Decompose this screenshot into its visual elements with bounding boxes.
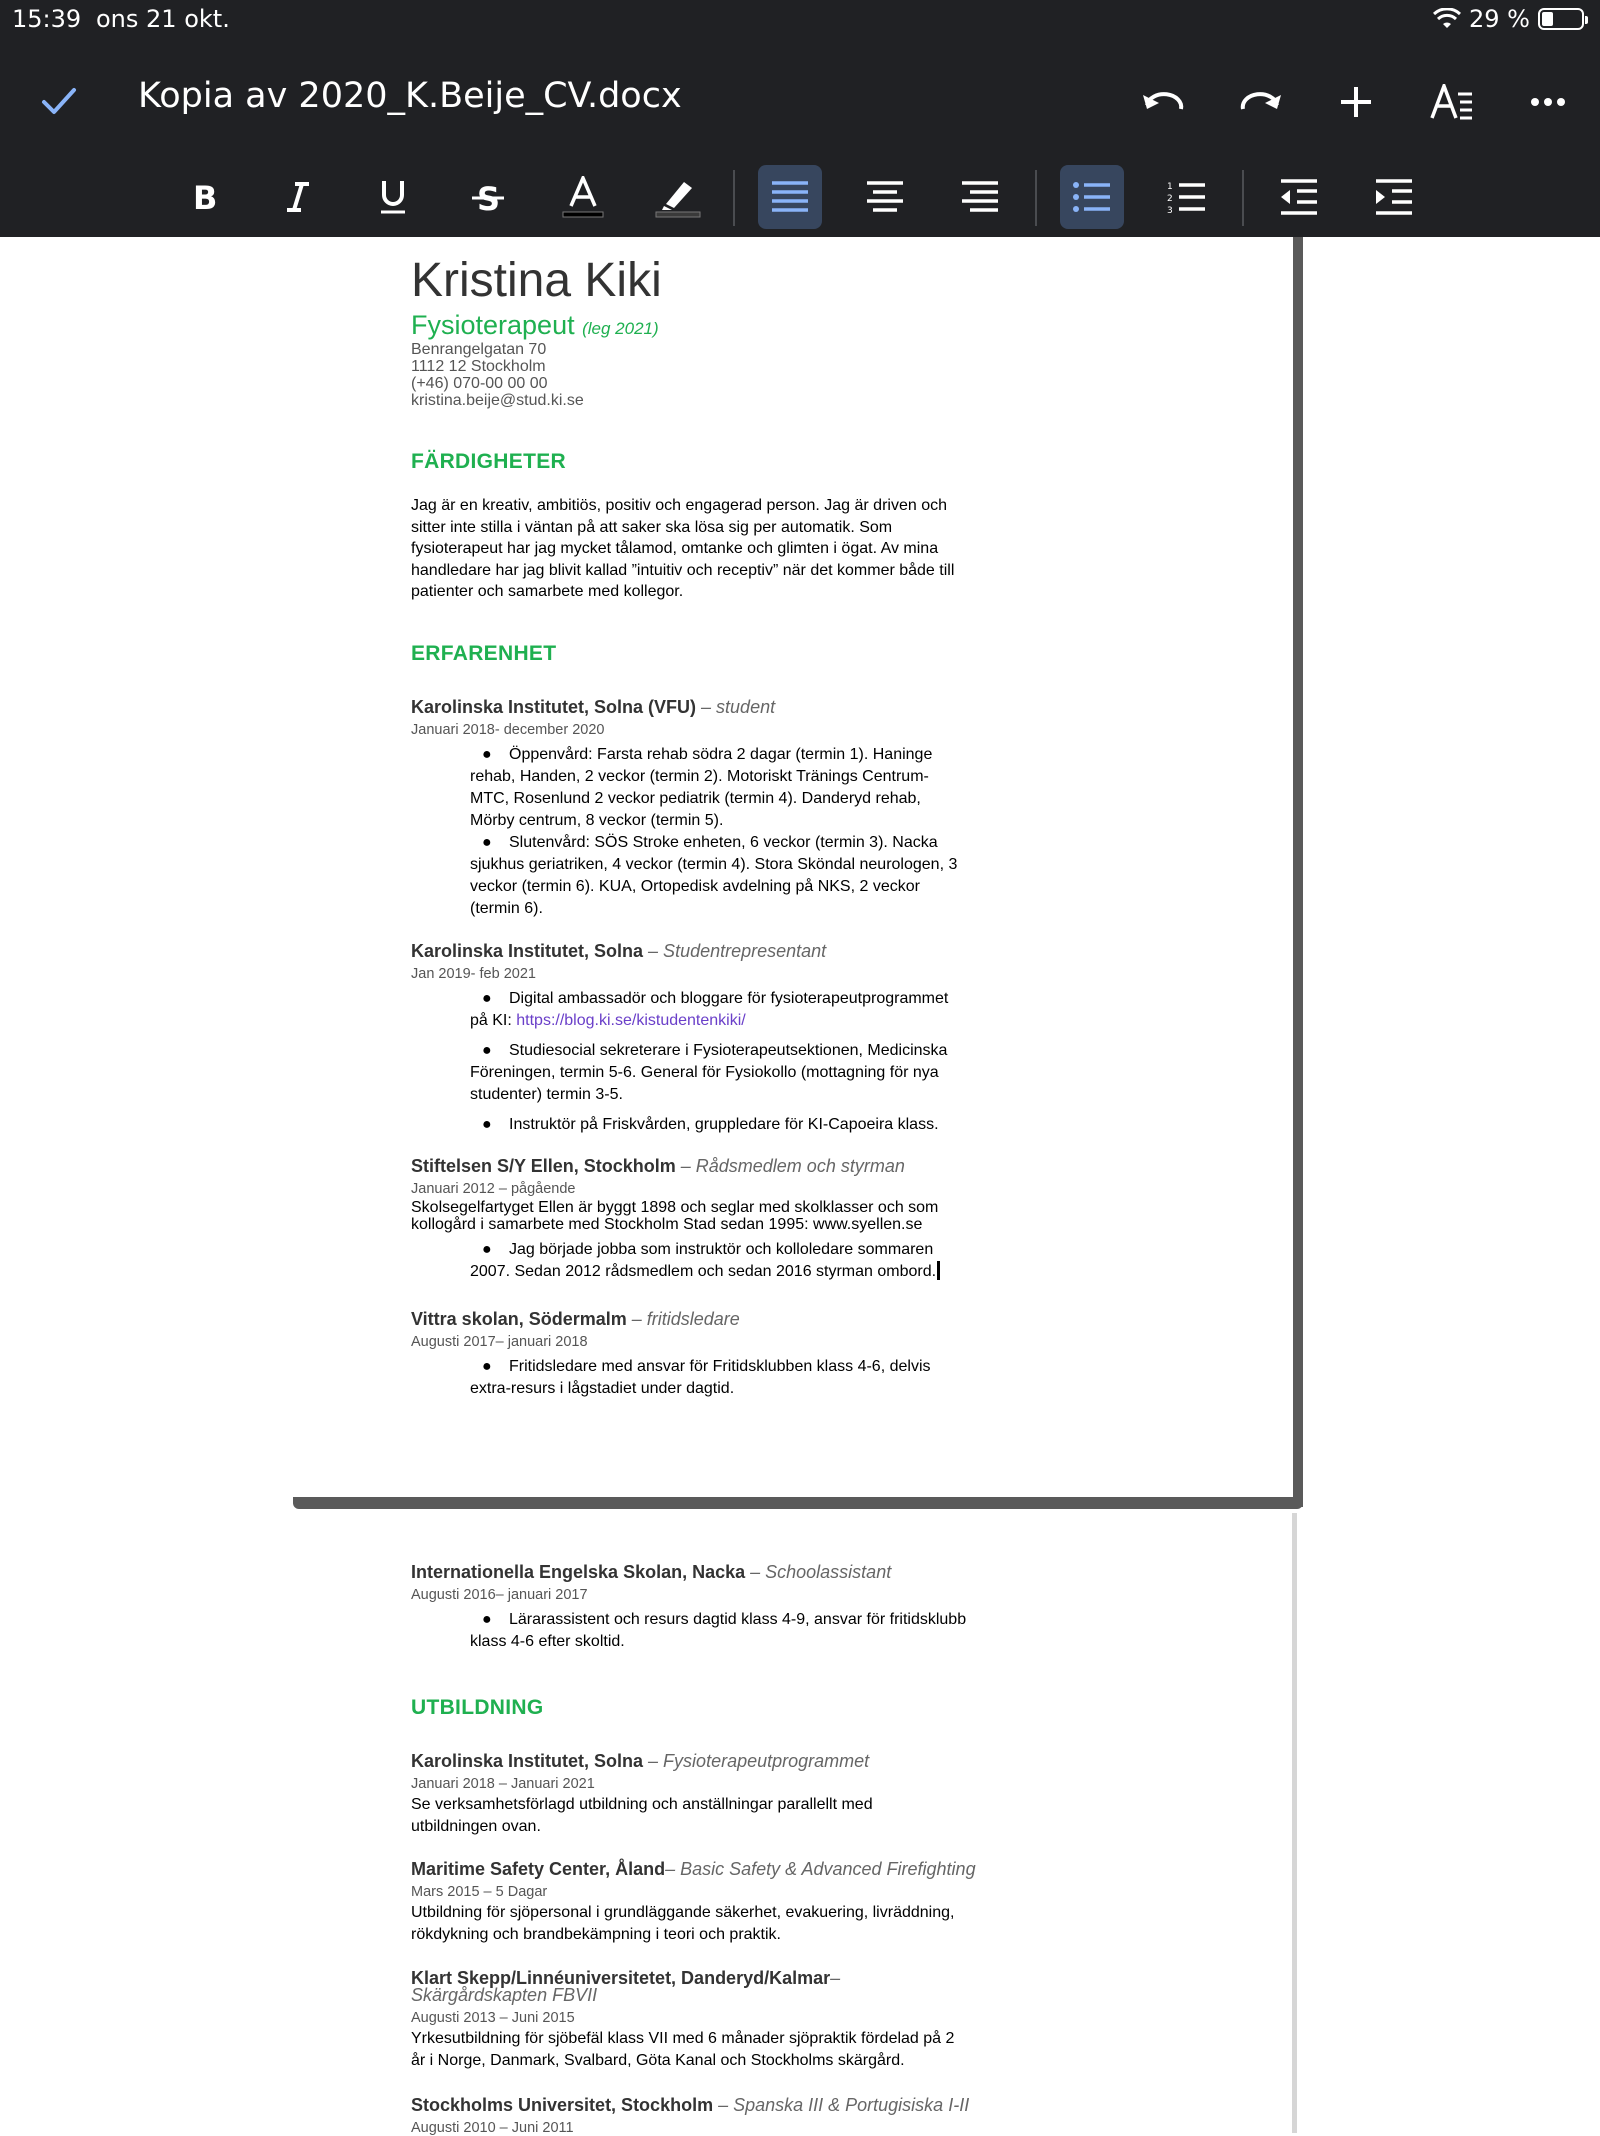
cv-name: Kristina Kiki [411, 254, 662, 307]
program-name: – Spanska III & Portugisiska I-II [713, 2095, 970, 2115]
text-line: (termin 6). [470, 900, 543, 917]
job-org: Karolinska Institutet, Solna [411, 941, 644, 961]
bullet-dot: ● [482, 1611, 492, 1628]
text-line: klass 4-6 efter skoltid. [470, 1633, 625, 1650]
text-line: patienter och samarbete med kollegor. [411, 583, 684, 600]
svg-text:1: 1 [1167, 182, 1173, 192]
text-line: rehab, Handen, 2 veckor (termin 2). Motoriskt Tränings Centrum- [470, 768, 929, 785]
school-name: Karolinska Institutet, Solna [411, 1751, 644, 1771]
text-line: MTC, Rosenlund 2 veckor pediatrik (termin 4). Danderyd rehab, [470, 790, 921, 807]
bold-button[interactable] [172, 165, 236, 229]
job-heading [411, 941, 1041, 962]
undo-icon [1141, 87, 1187, 117]
job-entry [411, 1562, 1041, 1653]
text-color-button[interactable] [551, 165, 615, 229]
education-entry [411, 1968, 1041, 2071]
increase-indent-button[interactable] [1362, 165, 1426, 229]
education-date: Augusti 2013 – Juni 2015 [411, 2010, 575, 2026]
bullet-dot: ● [482, 1042, 492, 1059]
list-item [411, 1356, 1041, 1400]
contact-block [411, 341, 1041, 409]
education-description [411, 1902, 1041, 1945]
job-heading [411, 1309, 1041, 1330]
bullet-dot: ● [482, 1241, 492, 1258]
job-org: Internationella Engelska Skolan, Nacka [411, 1562, 746, 1582]
text-fragment: på KI: [470, 1012, 517, 1029]
job-heading [411, 1562, 1041, 1583]
education-description [411, 1794, 1041, 1837]
align-center-icon [865, 180, 905, 214]
text-line: fysioterapeut har jag mycket tålamod, omtanke och glimten i ögat. Av mina [411, 540, 939, 557]
text-line: utbildningen ovan. [411, 1817, 541, 1835]
program-name: Skärgårdskapten FBVII [411, 1985, 598, 2005]
svg-text:B: B [193, 181, 218, 213]
contact-address: Benrangelgatan 70 [411, 340, 547, 358]
bullet-dot: ● [482, 990, 492, 1007]
profession-note: (leg 2021) [582, 319, 659, 338]
more-horizontal-icon [1530, 97, 1566, 107]
text-format-button[interactable] [1422, 72, 1482, 132]
decrease-indent-button[interactable] [1267, 165, 1331, 229]
job-date: Jan 2019- feb 2021 [411, 966, 536, 982]
status-right [1433, 5, 1584, 33]
list-item [411, 832, 1041, 920]
bulleted-list-button[interactable] [1060, 165, 1124, 229]
toolbar-separator [1035, 170, 1037, 226]
svg-text:S: S [477, 180, 501, 215]
text-line: Jag är en kreativ, ambitiös, positiv och engagerad person. Jag är driven och [411, 497, 947, 514]
text-line: studenter) termin 3-5. [470, 1086, 623, 1103]
job-heading [411, 697, 1041, 718]
format-toolbar [0, 160, 1600, 237]
education-heading [411, 1859, 1041, 1880]
program-name: – Basic Safety & Advanced Firefighting [665, 1859, 976, 1879]
text-cursor [937, 1261, 940, 1280]
list-item [411, 744, 1041, 832]
education-date: Augusti 2010 – Juni 2011 [411, 2120, 574, 2136]
numbered-list-button[interactable] [1155, 165, 1219, 229]
job-role: – student [696, 697, 776, 717]
text-fragment: 2007. Sedan 2012 rådsmedlem och sedan 2016 styrman ombord. [470, 1263, 937, 1280]
italic-icon [283, 181, 313, 213]
program-name: – Fysioterapeutprogrammet [643, 1751, 870, 1771]
text-line [470, 1010, 1041, 1032]
text-line: Mörby centrum, 8 veckor (termin 5). [470, 812, 724, 829]
text-line: Utbildning för sjöpersonal i grundläggande säkerhet, evakuering, livräddning, [411, 1904, 955, 1921]
education-date: Mars 2015 – 5 Dagar [411, 1884, 548, 1900]
job-role: – fritidsledare [626, 1309, 740, 1329]
bold-icon [189, 181, 219, 213]
page-break-shadow [293, 1497, 1303, 1509]
align-left-icon [770, 180, 810, 214]
contact-email: kristina.beije@stud.ki.se [411, 391, 584, 409]
more-options-button[interactable] [1518, 72, 1578, 132]
job-entry [411, 941, 1041, 1136]
page-edge [1292, 1513, 1297, 2133]
job-date: Augusti 2017– januari 2018 [411, 1334, 588, 1350]
align-right-icon [960, 180, 1000, 214]
list-item [411, 1239, 1041, 1283]
battery-percent: 29 % [1469, 5, 1530, 33]
numbered-list-icon [1167, 180, 1207, 214]
strikethrough-icon [470, 179, 506, 215]
text-line: Fritidsledare med ansvar för Fritidsklubben klass 4-6, delvis [509, 1358, 931, 1375]
battery-fill [1542, 12, 1553, 26]
bullet-dot: ● [482, 746, 492, 763]
text-line [470, 1261, 1041, 1283]
job-date: Januari 2012 – pågående [411, 1181, 576, 1197]
toolbar-separator [733, 170, 735, 226]
text-line: sjukhus geriatriken, 4 veckor (termin 4). Stora Sköndal neurologen, 3 [470, 856, 958, 873]
text-line: kollogård i samarbete med Stockholm Stad sedan 1995: www.syellen.se [411, 1216, 923, 1233]
bullet-dot: ● [482, 834, 492, 851]
toolbar-separator [1242, 170, 1244, 226]
underline-button[interactable] [361, 165, 425, 229]
list-item [411, 1114, 1041, 1136]
bullet-dot: ● [482, 1358, 492, 1375]
align-center-button[interactable] [853, 165, 917, 229]
status-bar [0, 0, 1600, 40]
list-item [411, 1040, 1041, 1106]
date: ons 21 okt. [96, 5, 230, 33]
cv-header [411, 254, 1041, 409]
profession-title: Fysioterapeut [411, 310, 575, 340]
svg-text:2: 2 [1167, 194, 1173, 204]
job-entry [411, 697, 1041, 920]
section-skills: FÄRDIGHETER [411, 450, 566, 473]
text-line: Digital ambassadör och bloggare för fysioterapeutprogrammet [509, 990, 949, 1007]
text-line: Föreningen, termin 5-6. General för Fysiokollo (mottagning för nya [470, 1064, 939, 1081]
school-name: Stockholms Universitet, Stockholm [411, 2095, 714, 2115]
redo-icon [1237, 87, 1283, 117]
plus-icon [1339, 85, 1373, 119]
education-entry [411, 1751, 1041, 1837]
job-entry [411, 1156, 1041, 1283]
job-entry [411, 1309, 1041, 1400]
document-title[interactable]: Kopia av 2020_K.Beije_CV.docx [138, 76, 682, 116]
strikethrough-button[interactable] [456, 165, 520, 229]
increase-indent-icon [1374, 178, 1414, 216]
bulleted-list-icon [1072, 180, 1112, 214]
text-line: sitter inte stilla i väntan på att saker ska lösa sig per automatik. Som [411, 518, 893, 536]
highlighter-icon [654, 176, 702, 218]
align-left-button[interactable] [758, 165, 822, 229]
text-line: Studiesocial sekreterare i Fysioterapeutsektionen, Medicinska [509, 1042, 948, 1059]
school-name: Maritime Safety Center, Åland [411, 1859, 666, 1879]
document-canvas[interactable] [0, 237, 1600, 2136]
text-line: veckor (termin 6). KUA, Ortopedisk avdelning på NKS, 2 veckor [470, 878, 920, 895]
job-role: – Schoolassistant [745, 1562, 892, 1582]
list-item [411, 988, 1041, 1032]
italic-button[interactable] [266, 165, 330, 229]
undo-button[interactable] [1134, 72, 1194, 132]
education-entry [411, 2095, 1041, 2136]
job-date: Januari 2018- december 2020 [411, 722, 605, 738]
education-description [411, 2028, 1041, 2071]
contact-phone: (+46) 070-00 00 00 [411, 374, 548, 392]
cv-profession [411, 311, 1041, 341]
contact-city: 1112 12 Stockholm [411, 357, 546, 375]
text-line: Slutenvård: SÖS Stroke enheten, 6 veckor (termin 3). Nacka [509, 834, 938, 851]
job-role: – Rådsmedlem och styrman [675, 1156, 905, 1176]
school-name: Klart Skepp/Linnéuniversitetet, Danderyd/Kalmar [411, 1968, 831, 1988]
insert-button[interactable] [1326, 72, 1386, 132]
text-line: extra-resurs i lågstadiet under dagtid. [470, 1380, 735, 1397]
title-actions [1134, 72, 1578, 132]
text-line: Öppenvård: Farsta rehab södra 2 dagar (termin 1). Haninge [509, 746, 933, 763]
text-line: Se verksamhetsförlagd utbildning och anställningar parallellt med [411, 1796, 873, 1813]
program-name: – [830, 1968, 841, 1988]
redo-button[interactable] [1230, 72, 1290, 132]
job-description [411, 1199, 1041, 1233]
job-heading [411, 1156, 1041, 1177]
title-bar [0, 40, 1600, 160]
text-color-icon [561, 176, 605, 218]
clock: 15:39 [12, 5, 82, 33]
list-item [411, 1609, 1041, 1653]
text-line: Lärarassistent och resurs dagtid klass 4-9, ansvar för fritidsklubb [509, 1611, 967, 1628]
decrease-indent-icon [1279, 178, 1319, 216]
text-line: handledare har jag blivit kallad ”intuitiv och receptiv” när det kommer både till [411, 561, 955, 579]
text-line: Instruktör på Friskvården, gruppledare för KI-Capoeira klass. [509, 1116, 939, 1133]
align-right-button[interactable] [948, 165, 1012, 229]
job-org: Stiftelsen S/Y Ellen, Stockholm [411, 1156, 676, 1176]
job-org: Karolinska Institutet, Solna (VFU) [411, 697, 697, 717]
underline-icon [378, 179, 408, 215]
wifi-icon [1433, 8, 1461, 30]
text-line: rökdykning och brandbekämpning i teori och praktik. [411, 1925, 781, 1943]
text-line: Skolsegelfartyget Ellen är byggt 1898 och seglar med skolklasser och som [411, 1199, 939, 1216]
education-entry [411, 1859, 1041, 1945]
text-line: Yrkesutbildning för sjöbefäl klass VII med 6 månader sjöpraktik fördelad på 2 [411, 2030, 955, 2047]
text-line: Jag började jobba som instruktör och kolloledare sommaren [509, 1241, 934, 1258]
svg-text:3: 3 [1167, 206, 1173, 214]
battery-icon [1538, 8, 1584, 30]
job-org: Vittra skolan, Södermalm [411, 1309, 627, 1329]
highlight-color-button[interactable] [646, 165, 710, 229]
done-check-icon[interactable] [36, 78, 82, 124]
section-experience: ERFARENHET [411, 642, 557, 665]
text-format-icon [1430, 84, 1474, 120]
education-date: Januari 2018 – Januari 2021 [411, 1776, 595, 1792]
text-line: år i Norge, Danmark, Svalbard, Göta Kanal och Stockholms skärgård. [411, 2051, 905, 2069]
education-heading [411, 1751, 1041, 1772]
education-heading [411, 2095, 1041, 2116]
blog-link[interactable]: https://blog.ki.se/kistudentenkiki/ [516, 1012, 746, 1029]
job-date: Augusti 2016– januari 2017 [411, 1587, 588, 1603]
skills-paragraph [411, 495, 1041, 603]
bullet-dot: ● [482, 1116, 492, 1133]
job-role: – Studentrepresentant [643, 941, 827, 961]
page-shadow [1293, 237, 1303, 1507]
section-education: UTBILDNING [411, 1696, 544, 1719]
